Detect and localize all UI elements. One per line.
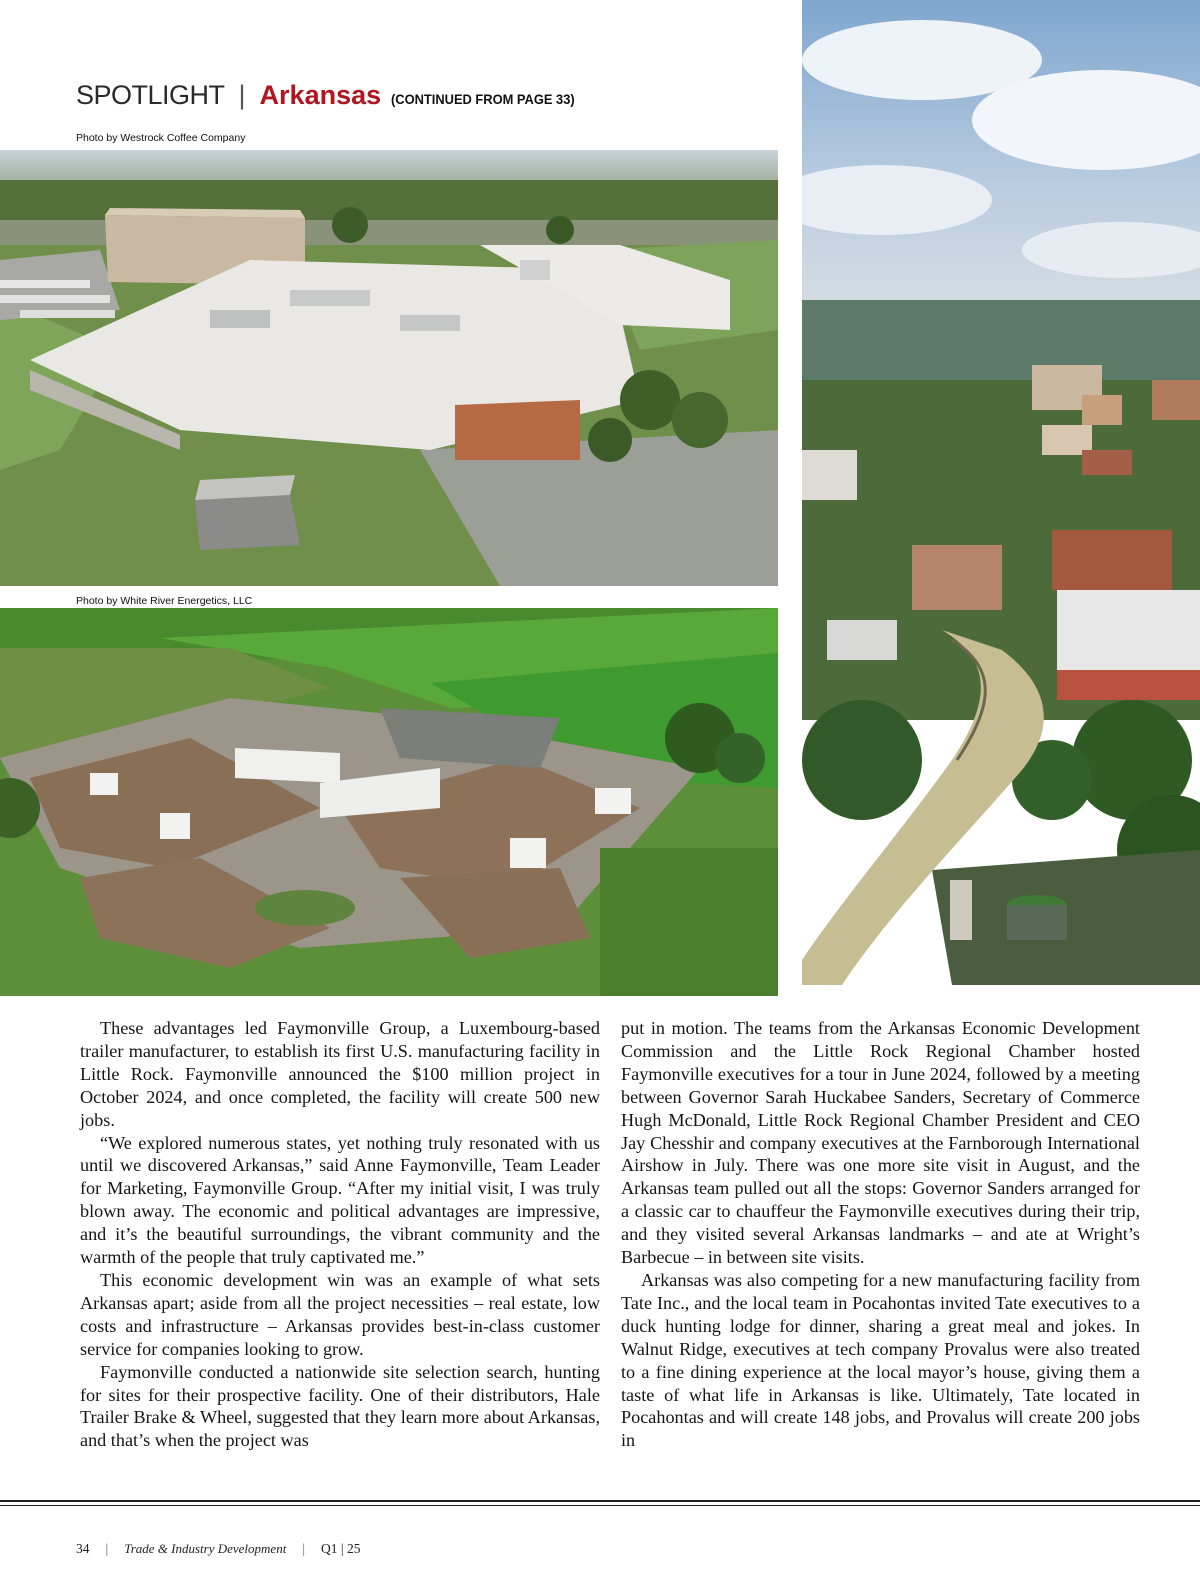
- article-column-1: [80, 1017, 600, 1452]
- paragraph: put in motion. The teams from the Arkansas Economic Development Commission and the Little Rock Regional Chamber hosted Faymonville executives for a tour in June 2024, followed by a meeting between Governor Sarah Huckabee Sanders, Secretary of Commerce Hugh McDonald, Little Rock Regional Chamber President and CEO Jay Chesshir and company executives at the Farnborough International Airshow in July. There was one more site visit in August, and the Arkansas team pulled out all the stops: Governor Sanders arranged for a classic car to chauffeur the Faymonville executives during their trip, and they visited several Arkansas landmarks – and ate at Wright’s Barbecue – in between site visits.: [621, 1018, 1140, 1268]
- footer-rule: [0, 1500, 1200, 1502]
- state-title: Arkansas: [259, 80, 382, 110]
- factory-aerial-photo: [0, 150, 778, 586]
- city-bridge-aerial-photo: [802, 0, 1200, 985]
- footer-separator: |: [105, 1541, 109, 1556]
- section-label: SPOTLIGHT: [76, 80, 225, 110]
- spotlight-header: [76, 80, 591, 112]
- article-column-2: [621, 1017, 1140, 1452]
- paragraph: These advantages led Faymonville Group, a Luxembourg-based trailer manufacturer, to establish its first U.S. manufacturing facility in Little Rock. Faymonville announced the $100 million project in October 2024, and once completed, the facility will create 500 new jobs.: [80, 1018, 600, 1130]
- magazine-name: Trade & Industry Development: [124, 1541, 287, 1556]
- footer-separator: |: [302, 1541, 306, 1556]
- header-separator: |: [238, 80, 246, 110]
- page-number: 34: [76, 1541, 90, 1556]
- page-footer: [76, 1541, 360, 1557]
- top-photo-credit: Photo by Westrock Coffee Company: [76, 132, 246, 144]
- paragraph: “We explored numerous states, yet nothing truly resonated with us until we discovered Arkansas,” said Anne Faymonville, Team Leader for Marketing, Faymonville Group. “After my initial visit, I was truly blown away. The economic and political advantages are impressive, and it’s the beautiful surroundings, the vibrant community and the warmth of the people that truly captivated me.”: [80, 1132, 600, 1268]
- energy-site-aerial-photo: [0, 608, 778, 996]
- bottom-photo-credit: Photo by White River Energetics, LLC: [76, 595, 253, 607]
- issue-label: Q1 | 25: [321, 1541, 361, 1556]
- footer-rule-thin: [0, 1505, 1200, 1506]
- paragraph: Faymonville conducted a nationwide site selection search, hunting for sites for their prospective facility. One of their distributors, Hale Trailer Brake & Wheel, suggested that they learn more about Arkansas, and that’s when the project was: [80, 1361, 600, 1451]
- paragraph: Arkansas was also competing for a new manufacturing facility from Tate Inc., and the local team in Pocahontas invited Tate executives to a duck hunting lodge for dinner, sharing a great meal and jokes. In Walnut Ridge, executives at tech company Provalus were also treated to a fine dining experience at the local mayor’s house, giving them a taste of what life in Arkansas is like. Ultimately, Tate located in Pocahontas and will create 148 jobs, and Provalus will create 200 jobs in: [621, 1269, 1140, 1451]
- continued-note: (CONTINUED FROM PAGE 33): [391, 91, 575, 107]
- paragraph: This economic development win was an example of what sets Arkansas apart; aside from all the project necessities – real estate, low costs and infrastructure – Arkansas provides best-in-class customer service for companies looking to grow.: [80, 1269, 600, 1359]
